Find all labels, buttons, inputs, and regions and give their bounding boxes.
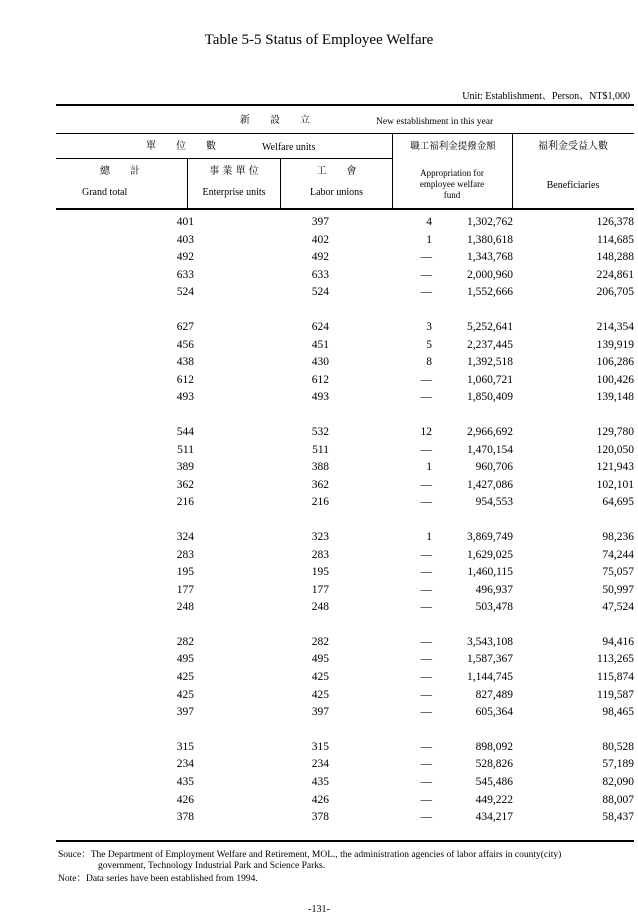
table-row: [56, 794, 634, 812]
labor-unions-cell: —: [420, 671, 432, 684]
table-row: [56, 636, 634, 654]
grand-total-cell: 378: [176, 811, 194, 824]
grand-total-cell: 177: [176, 583, 194, 596]
grand-total-zh: 總 計: [100, 166, 140, 177]
appropriation-cell: 1,060,721: [467, 373, 513, 386]
grand-total-cell: 633: [176, 268, 194, 281]
grand-total-cell: 492: [176, 251, 194, 264]
enterprise-units-cell: 248: [311, 601, 329, 614]
beneficiaries-cell: 114,685: [597, 233, 634, 246]
appropriation-cell: 528,826: [475, 758, 513, 771]
beneficiaries-cell: 121,943: [596, 461, 634, 474]
grand-total-cell: 216: [176, 496, 194, 509]
group-spacer: [56, 304, 634, 321]
enterprise-units-cell: 495: [311, 653, 329, 666]
labor-unions-cell: 12: [420, 425, 432, 438]
table-row: [56, 286, 634, 304]
enterprise-units-cell: 430: [311, 356, 329, 369]
beneficiaries-cell: 115,874: [597, 671, 634, 684]
source-note-line1: Souce：The Department of Employment Welfare and Retirement, MOL., the administration agencies of labor affairs in county(city): [58, 850, 562, 860]
enterprise-units-cell: 397: [311, 706, 329, 719]
appropriation-en: Appropriation for employee welfare fund: [419, 168, 485, 200]
appropriation-cell: 2,966,692: [467, 425, 513, 438]
table-row: [56, 689, 634, 707]
grand-total-cell: 283: [176, 548, 194, 561]
appropriation-cell: 3,869,749: [467, 530, 513, 543]
appropriation-cell: 434,217: [475, 811, 513, 824]
grand-total-cell: 544: [176, 425, 194, 438]
source-note-line2: government, Technology Industrial Park and Science Parks.: [98, 861, 326, 871]
beneficiaries-cell: 139,919: [596, 338, 634, 351]
appropriation-cell: 2,237,445: [467, 338, 513, 351]
table-row: [56, 549, 634, 567]
table-row: [56, 216, 634, 234]
enterprise-units-cell: 633: [311, 268, 329, 281]
labor-unions-cell: —: [420, 478, 432, 491]
labor-unions-cell: —: [420, 251, 432, 264]
appropriation-cell: 1,392,518: [467, 356, 513, 369]
enterprise-units-cell: 402: [311, 233, 329, 246]
labor-unions-cell: —: [420, 653, 432, 666]
enterprise-units-cell: 425: [311, 671, 329, 684]
table-row: [56, 339, 634, 357]
enterprise-units-cell: 451: [311, 338, 329, 351]
table-row: [56, 321, 634, 339]
vline-1: [392, 134, 393, 209]
enterprise-units-cell: 426: [311, 793, 329, 806]
appropriation-cell: 1,470,154: [467, 443, 513, 456]
beneficiaries-cell: 94,416: [602, 635, 634, 648]
grand-total-cell: 456: [176, 338, 194, 351]
appropriation-cell: 954,553: [475, 496, 513, 509]
table-row: [56, 653, 634, 671]
enterprise-units-cell: 216: [311, 496, 329, 509]
grand-total-cell: 612: [176, 373, 194, 386]
data-series-note: Note：Data series have been established from 1994.: [58, 874, 258, 884]
beneficiaries-cell: 139,148: [596, 391, 634, 404]
table-row: [56, 391, 634, 409]
enterprise-units-cell: 378: [311, 811, 329, 824]
welfare-units-en: Welfare units: [262, 142, 316, 153]
labor-unions-cell: —: [420, 776, 432, 789]
table-row: [56, 479, 634, 497]
beneficiaries-cell: 50,997: [602, 583, 634, 596]
labor-unions-cell: —: [420, 496, 432, 509]
labor-unions-cell: —: [420, 583, 432, 596]
header-rule-2: [56, 158, 392, 159]
vline-2: [512, 134, 513, 209]
appropriation-cell: 545,486: [475, 776, 513, 789]
grand-total-cell: 315: [176, 740, 194, 753]
enterprise-units-cell: 397: [311, 216, 329, 228]
grand-total-cell: 248: [176, 601, 194, 614]
enterprise-units-cell: 323: [311, 530, 329, 543]
table-row: [56, 601, 634, 619]
header-rule-1: [56, 133, 634, 134]
labor-unions-cell: 1: [426, 530, 432, 543]
grand-total-cell: 403: [176, 233, 194, 246]
table-row: [56, 461, 634, 479]
grand-total-cell: 426: [176, 793, 194, 806]
new-establishment-zh: 新 設 立: [240, 115, 310, 126]
beneficiaries-cell: 75,057: [602, 566, 634, 579]
grand-total-cell: 493: [176, 391, 194, 404]
enterprise-units-cell: 177: [311, 583, 329, 596]
labor-unions-cell: 4: [426, 216, 432, 228]
enterprise-units-cell: 234: [311, 758, 329, 771]
labor-unions-cell: —: [420, 706, 432, 719]
table-row: [56, 444, 634, 462]
enterprise-units-cell: 362: [311, 478, 329, 491]
grand-total-cell: 401: [176, 216, 194, 228]
enterprise-units-cell: 315: [311, 740, 329, 753]
labor-unions-cell: 8: [426, 356, 432, 369]
beneficiaries-cell: 82,090: [602, 776, 634, 789]
appropriation-cell: 1,144,745: [467, 671, 513, 684]
grand-total-cell: 282: [176, 635, 194, 648]
group-spacer: [56, 409, 634, 426]
beneficiaries-cell: 100,426: [596, 373, 634, 386]
labor-unions-cell: —: [420, 566, 432, 579]
grand-total-cell: 234: [176, 758, 194, 771]
table-row: [56, 758, 634, 776]
table-row: [56, 251, 634, 269]
enterprise-units-cell: 283: [311, 548, 329, 561]
table-title: Table 5-5 Status of Employee Welfare: [204, 32, 434, 48]
table-body: [56, 216, 634, 829]
labor-unions-cell: 1: [426, 461, 432, 474]
appropriation-cell: 1,629,025: [467, 548, 513, 561]
labor-unions-zh: 工 會: [316, 166, 357, 177]
table-row: [56, 356, 634, 374]
enterprise-units-cell: 532: [311, 425, 329, 438]
appropriation-cell: 5,252,641: [467, 320, 513, 333]
appropriation-cell: 898,092: [475, 740, 513, 753]
labor-unions-cell: —: [420, 548, 432, 561]
labor-unions-cell: —: [420, 688, 432, 701]
beneficiaries-cell: 206,705: [596, 286, 634, 299]
beneficiaries-cell: 102,101: [596, 478, 634, 491]
grand-total-en: Grand total: [82, 187, 128, 198]
beneficiaries-cell: 126,378: [596, 216, 634, 228]
beneficiaries-cell: 224,861: [596, 268, 634, 281]
bottom-rule: [56, 840, 634, 842]
header-bottom-rule: [56, 208, 634, 210]
labor-unions-cell: —: [420, 811, 432, 824]
appropriation-cell: 1,587,367: [467, 653, 513, 666]
labor-unions-cell: —: [420, 601, 432, 614]
grand-total-cell: 195: [176, 566, 194, 579]
grand-total-cell: 324: [176, 530, 194, 543]
table-row: [56, 776, 634, 794]
labor-unions-cell: —: [420, 391, 432, 404]
beneficiaries-cell: 119,587: [597, 688, 634, 701]
enterprise-units-cell: 195: [311, 566, 329, 579]
table-row: [56, 584, 634, 602]
beneficiaries-cell: 98,236: [602, 530, 634, 543]
group-spacer: [56, 724, 634, 741]
table-row: [56, 426, 634, 444]
beneficiaries-cell: 98,465: [602, 706, 634, 719]
appropriation-cell: 1,850,409: [467, 391, 513, 404]
appropriation-cell: 496,937: [475, 583, 513, 596]
labor-unions-cell: —: [420, 373, 432, 386]
enterprise-units-cell: 282: [311, 635, 329, 648]
appropriation-cell: 827,489: [475, 688, 513, 701]
appropriation-cell: 3,543,108: [467, 635, 513, 648]
unit-label: Unit: Establishment、Person、NT$1,000: [462, 91, 630, 102]
enterprise-units-cell: 493: [311, 391, 329, 404]
table-row: [56, 269, 634, 287]
grand-total-cell: 389: [176, 461, 194, 474]
labor-unions-cell: 3: [426, 320, 432, 333]
table-row: [56, 671, 634, 689]
group-spacer: [56, 619, 634, 636]
beneficiaries-cell: 80,528: [602, 740, 634, 753]
appropriation-cell: 960,706: [475, 461, 513, 474]
labor-unions-cell: 5: [426, 338, 432, 351]
table-row: [56, 741, 634, 759]
table-row: [56, 496, 634, 514]
table-row: [56, 706, 634, 724]
appropriation-cell: 2,000,960: [467, 268, 513, 281]
enterprise-units-cell: 511: [312, 443, 329, 456]
beneficiaries-cell: 88,007: [602, 793, 634, 806]
enterprise-units-cell: 612: [311, 373, 329, 386]
grand-total-cell: 435: [176, 776, 194, 789]
labor-unions-en: Labor unions: [309, 187, 364, 198]
enterprise-units-cell: 492: [311, 251, 329, 264]
appropriation-cell: 449,222: [475, 793, 513, 806]
grand-total-cell: 495: [176, 653, 194, 666]
labor-unions-cell: —: [420, 635, 432, 648]
beneficiaries-zh: 福利金受益人數: [538, 141, 608, 152]
beneficiaries-cell: 148,288: [596, 251, 634, 264]
grand-total-cell: 511: [177, 443, 194, 456]
labor-unions-cell: —: [420, 286, 432, 299]
appropriation-cell: 1,302,762: [467, 216, 513, 228]
appropriation-cell: 1,343,768: [467, 251, 513, 264]
grand-total-cell: 362: [176, 478, 194, 491]
grand-total-cell: 425: [176, 671, 194, 684]
grand-total-cell: 397: [176, 706, 194, 719]
beneficiaries-cell: 74,244: [602, 548, 634, 561]
page-number: -131-: [308, 904, 330, 915]
beneficiaries-cell: 57,189: [602, 758, 634, 771]
table-row: [56, 374, 634, 392]
beneficiaries-cell: 113,265: [597, 653, 634, 666]
labor-unions-cell: —: [420, 758, 432, 771]
table-row: [56, 811, 634, 829]
enterprise-units-cell: 425: [311, 688, 329, 701]
grand-total-cell: 425: [176, 688, 194, 701]
enterprise-units-zh: 事 業 單 位: [209, 166, 259, 177]
new-establishment-en: New establishment in this year: [376, 117, 494, 127]
beneficiaries-cell: 106,286: [596, 356, 634, 369]
labor-unions-cell: —: [420, 740, 432, 753]
appropriation-cell: 1,460,115: [467, 566, 513, 579]
beneficiaries-cell: 120,050: [596, 443, 634, 456]
enterprise-units-cell: 435: [311, 776, 329, 789]
labor-unions-cell: —: [420, 443, 432, 456]
labor-unions-cell: —: [420, 268, 432, 281]
group-spacer: [56, 514, 634, 531]
labor-unions-cell: 1: [426, 233, 432, 246]
enterprise-units-cell: 624: [311, 320, 329, 333]
beneficiaries-cell: 47,524: [602, 601, 634, 614]
table-row: [56, 566, 634, 584]
grand-total-cell: 524: [176, 286, 194, 299]
beneficiaries-en: Beneficiaries: [546, 180, 600, 191]
appropriation-cell: 1,427,086: [467, 478, 513, 491]
appropriation-cell: 503,478: [475, 601, 513, 614]
table-row: [56, 234, 634, 252]
beneficiaries-cell: 129,780: [596, 425, 634, 438]
appropriation-zh: 職工福利金提撥金額: [410, 141, 496, 152]
appropriation-cell: 605,364: [475, 706, 513, 719]
enterprise-units-cell: 524: [311, 286, 329, 299]
grand-total-cell: 438: [176, 356, 194, 369]
table-row: [56, 531, 634, 549]
beneficiaries-cell: 214,354: [596, 320, 634, 333]
labor-unions-cell: —: [420, 793, 432, 806]
beneficiaries-cell: 58,437: [602, 811, 634, 824]
appropriation-cell: 1,380,618: [467, 233, 513, 246]
beneficiaries-cell: 64,695: [602, 496, 634, 509]
top-rule: [56, 104, 634, 106]
appropriation-cell: 1,552,666: [467, 286, 513, 299]
enterprise-units-cell: 388: [311, 461, 329, 474]
welfare-units-zh: 單 位 數: [146, 141, 216, 152]
grand-total-cell: 627: [176, 320, 194, 333]
enterprise-units-en: Enterprise units: [202, 187, 266, 198]
